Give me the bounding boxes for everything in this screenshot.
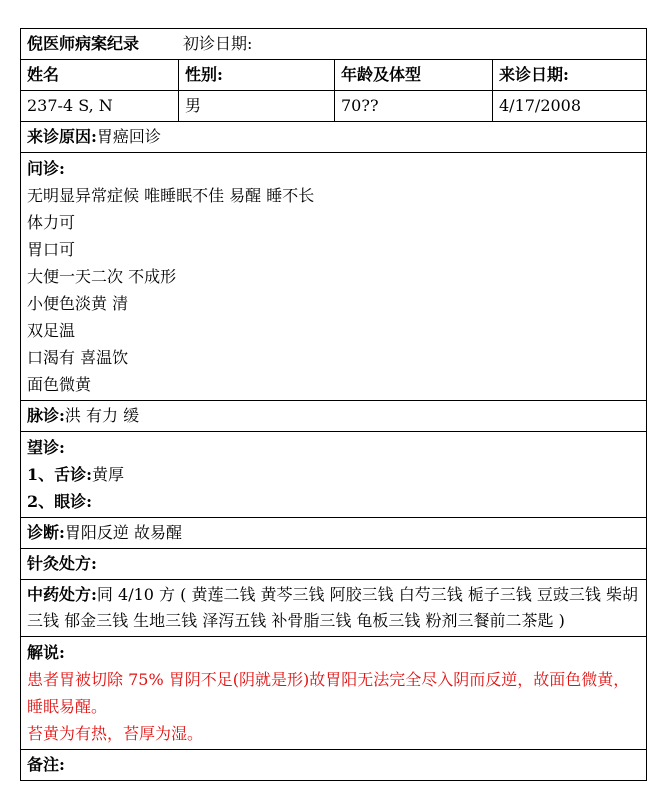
- first-visit-label: 初诊日期:: [183, 34, 253, 53]
- reason-value: 胃癌回诊: [96, 127, 161, 146]
- patient-visit-date: 4/17/2008: [493, 91, 647, 122]
- record-title: 倪医师病案纪录: [27, 34, 140, 53]
- inquiry-section: [21, 153, 647, 401]
- col-header-age: 年龄及体型: [335, 60, 493, 91]
- patient-sex: 男: [179, 91, 335, 122]
- explanation-line: 苔黄为有热，苔厚为湿。: [27, 724, 204, 743]
- medical-record-form: [20, 28, 647, 781]
- col-header-name: 姓名: [21, 60, 179, 91]
- diagnosis-row: [21, 518, 647, 549]
- explanation-label: 解说:: [27, 643, 65, 662]
- pulse-value: 洪 有力 缓: [64, 406, 140, 425]
- inquiry-line: 大便一天二次 不成形: [27, 267, 177, 286]
- patient-age: 70??: [335, 91, 493, 122]
- herbal-section: [21, 580, 647, 637]
- herbal-label: 中药处方:: [27, 585, 97, 604]
- col-header-visit-date: 来诊日期:: [493, 60, 647, 91]
- inquiry-line: 胃口可: [27, 240, 76, 259]
- inquiry-line: 口渴有 喜温饮: [27, 348, 129, 367]
- pulse-row: [21, 401, 647, 432]
- inquiry-line: 双足温: [27, 321, 76, 340]
- acupuncture-row: [21, 549, 647, 580]
- inspection-label: 望诊:: [27, 438, 65, 457]
- herbal-value: 同 4/10 方 ( 黄莲二钱 黄芩三钱 阿胶三钱 白芍三钱 栀子三钱 豆豉三钱 柴胡三钱 郁金三钱 生地三钱 泽泻五钱 补骨脂三钱 龟板三钱 粉剂三餐前二茶匙 ): [27, 585, 638, 630]
- diagnosis-value: 胃阳反逆 故易醒: [64, 523, 183, 542]
- col-header-sex: 性别:: [179, 60, 335, 91]
- reason-row: [21, 122, 647, 153]
- patient-name: 237-4 S, N: [21, 91, 179, 122]
- pulse-label: 脉诊:: [27, 406, 65, 425]
- inquiry-line: 无明显异常症候 唯睡眠不佳 易醒 睡不长: [27, 186, 315, 205]
- inspection-section: [21, 432, 647, 518]
- reason-label: 来诊原因:: [27, 127, 97, 146]
- eye-label: 2、眼诊:: [27, 492, 93, 511]
- inquiry-line: 面色微黄: [27, 375, 92, 394]
- inquiry-line: 小便色淡黄 清: [27, 294, 129, 313]
- acupuncture-label: 针灸处方:: [27, 554, 97, 573]
- tongue-value: 黄厚: [92, 465, 125, 484]
- diagnosis-label: 诊断:: [27, 523, 65, 542]
- explanation-section: [21, 637, 647, 750]
- inquiry-label: 问诊:: [27, 159, 65, 178]
- record-header: [21, 29, 647, 60]
- notes-row: [21, 750, 647, 781]
- inquiry-line: 体力可: [27, 213, 76, 232]
- tongue-label: 1、舌诊:: [27, 465, 93, 484]
- notes-label: 备注:: [27, 755, 65, 774]
- explanation-line: 患者胃被切除 75% 胃阴不足(阴就是形)故胃阳无法完全尽入阴而反逆，故面色微黄，睡眠易醒。: [27, 670, 630, 716]
